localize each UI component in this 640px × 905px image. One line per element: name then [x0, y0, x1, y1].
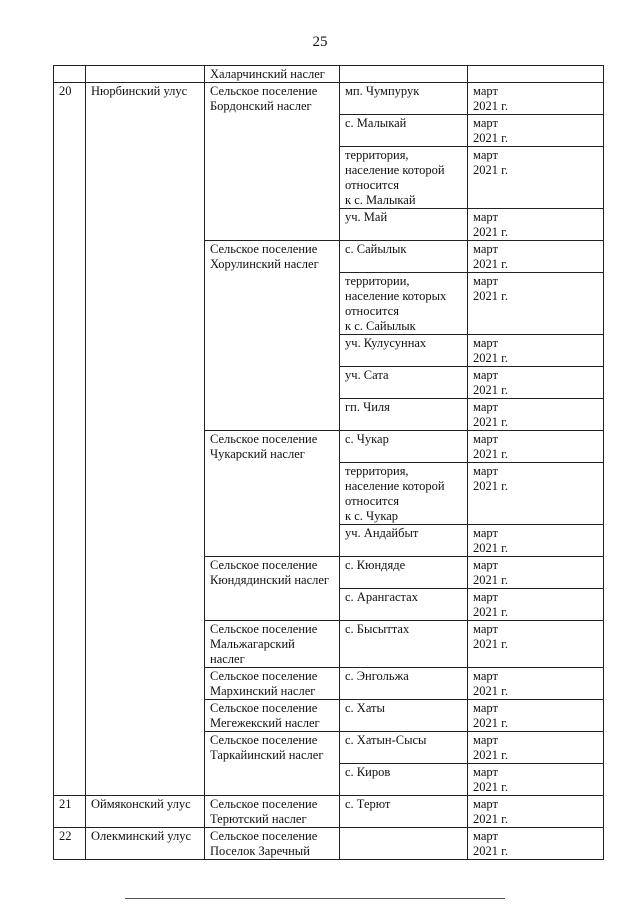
locality-name: с. Хаты: [340, 700, 468, 732]
census-date: март 2021 г.: [468, 273, 604, 335]
row-number: 22: [54, 828, 86, 860]
locality-name: территория, население которой относится к с. Малыкай: [340, 147, 468, 209]
locality-name: уч. Андайбыт: [340, 525, 468, 557]
page-bottom-rule: [125, 898, 505, 899]
locality-name: с. Малыкай: [340, 115, 468, 147]
locality-name: уч. Май: [340, 209, 468, 241]
settlement-name: Сельское поселение Таркайинский наслег: [205, 732, 340, 796]
settlement-cell: Халарчинский наслег: [205, 66, 340, 83]
locality-name: с. Хатын-Сысы: [340, 732, 468, 764]
locality-name: с. Сайылык: [340, 241, 468, 273]
district-name: Нюрбинский улус: [86, 83, 205, 796]
census-date: март 2021 г.: [468, 463, 604, 525]
locality-name: с. Чукар: [340, 431, 468, 463]
census-date: март 2021 г.: [468, 83, 604, 115]
locality-name: с. Кюндяде: [340, 557, 468, 589]
row-number: 20: [54, 83, 86, 796]
date-cell: [468, 66, 604, 83]
census-schedule-table: [53, 65, 604, 860]
census-date: март 2021 г.: [468, 241, 604, 273]
census-date: март 2021 г.: [468, 621, 604, 668]
census-date: март 2021 г.: [468, 399, 604, 431]
locality-cell: [340, 66, 468, 83]
settlement-name: Сельское поселение Мархинский наслег: [205, 668, 340, 700]
district-cell: [86, 66, 205, 83]
settlement-name: Сельское поселение Кюндядинский наслег: [205, 557, 340, 621]
settlement-name: Сельское поселение Мегежекский наслег: [205, 700, 340, 732]
locality-name: территории, население которых относится к с. Сайылык: [340, 273, 468, 335]
locality-name: уч. Кулусуннах: [340, 335, 468, 367]
locality-name: с. Арангастах: [340, 589, 468, 621]
settlement-name: Сельское поселение Поселок Заречный: [205, 828, 340, 860]
settlement-name: Сельское поселение Мальжагарский наслег: [205, 621, 340, 668]
census-date: март 2021 г.: [468, 147, 604, 209]
table-row-continuation: [54, 66, 604, 83]
census-date: март 2021 г.: [468, 828, 604, 860]
locality-name: уч. Сата: [340, 367, 468, 399]
table-row: [54, 83, 604, 115]
table-row: [54, 796, 604, 828]
census-date: март 2021 г.: [468, 700, 604, 732]
settlement-name: Сельское поселение Чукарский наслег: [205, 431, 340, 557]
locality-name: с. Энгольжа: [340, 668, 468, 700]
settlement-name: Сельское поселение Терютский наслег: [205, 796, 340, 828]
census-date: март 2021 г.: [468, 209, 604, 241]
locality-name: мп. Чумпурук: [340, 83, 468, 115]
census-date: март 2021 г.: [468, 335, 604, 367]
district-name: Олекминский улус: [86, 828, 205, 860]
census-date: март 2021 г.: [468, 668, 604, 700]
locality-name: с. Терют: [340, 796, 468, 828]
locality-name: гп. Чиля: [340, 399, 468, 431]
census-date: март 2021 г.: [468, 557, 604, 589]
census-date: март 2021 г.: [468, 367, 604, 399]
census-date: март 2021 г.: [468, 115, 604, 147]
census-date: март 2021 г.: [468, 796, 604, 828]
settlement-name: Сельское поселение Бордонский наслег: [205, 83, 340, 241]
page-number: 25: [312, 34, 328, 50]
census-date: март 2021 г.: [468, 431, 604, 463]
number-cell: [54, 66, 86, 83]
row-number: 21: [54, 796, 86, 828]
locality-name: с. Бысыттах: [340, 621, 468, 668]
district-name: Оймяконский улус: [86, 796, 205, 828]
locality-name: [340, 828, 468, 860]
table-row: [54, 828, 604, 860]
settlement-name: Сельское поселение Хорулинский наслег: [205, 241, 340, 431]
census-date: март 2021 г.: [468, 732, 604, 764]
census-date: март 2021 г.: [468, 764, 604, 796]
census-date: март 2021 г.: [468, 589, 604, 621]
locality-name: с. Киров: [340, 764, 468, 796]
census-date: март 2021 г.: [468, 525, 604, 557]
locality-name: территория, население которой относится к с. Чукар: [340, 463, 468, 525]
